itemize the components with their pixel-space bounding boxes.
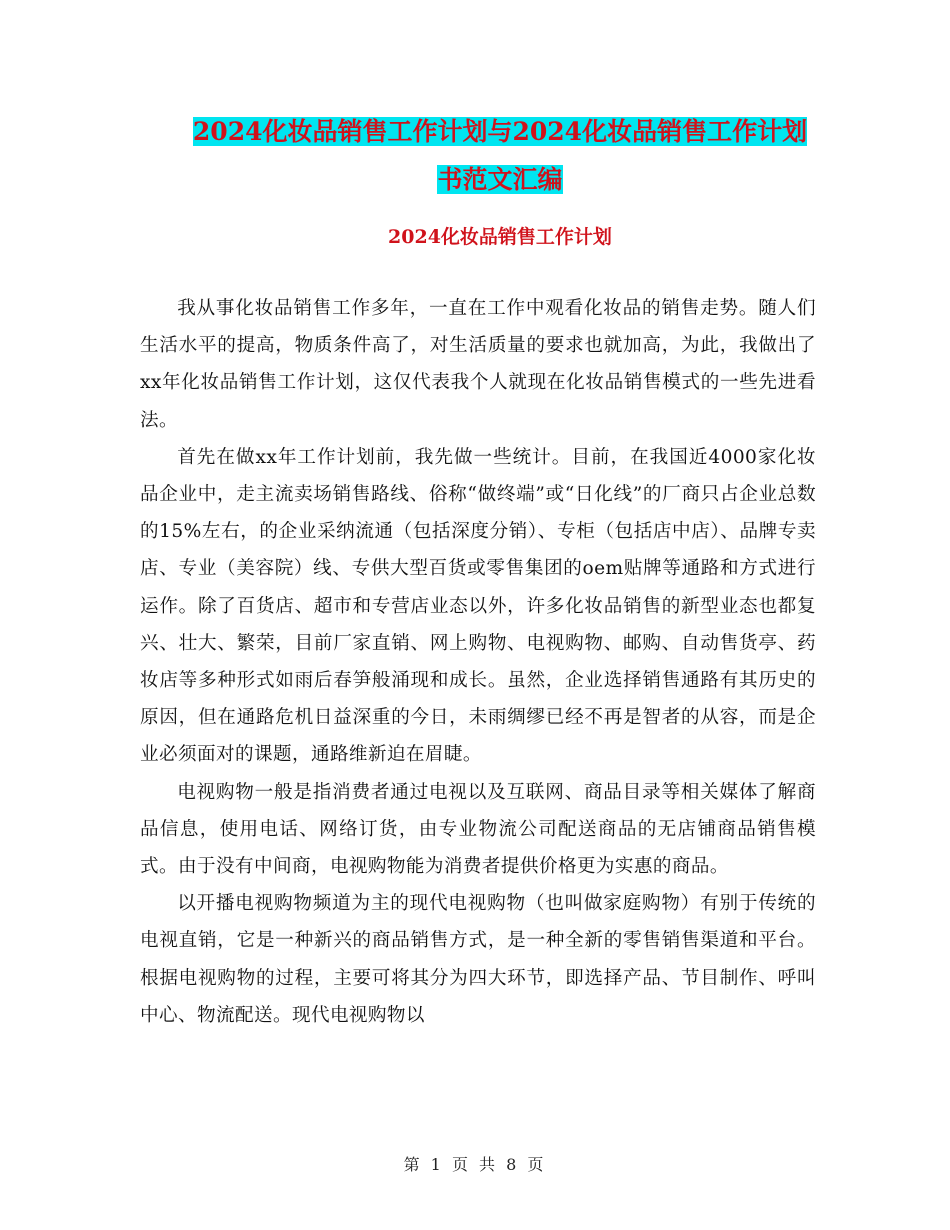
- document-title-line-2: 书范文汇编: [437, 165, 563, 194]
- paragraph: 首先在做xx年工作计划前，我先做一些统计。目前，在我国近4000家化妆品企业中，走主流卖场销售路线、俗称“做终端”或“日化线”的厂商只占企业总数的15%左右，的企业采纳流通（包括深度分销）、专柜（包括店中店）、品牌专卖店、专业（美容院）线、专供大型百货或零售集团的oem贴牌等通路和方式进行运作。除了百货店、超市和专营店业态以外，许多化妆品销售的新型业态也都复兴、壮大、繁荣，目前厂家直销、网上购物、电视购物、邮购、自动售货亭、药妆店等多种形式如雨后春笋般涌现和成长。虽然，企业选择销售通路有其历史的原因，但在通路危机日益深重的今日，未雨绸缪已经不再是智者的从容，而是企业必须面对的课题，通路维新迫在眉睫。: [140, 446, 816, 766]
- document-title-line-1: 2024化妆品销售工作计划与2024化妆品销售工作计划: [192, 117, 808, 146]
- document-body: [140, 290, 816, 1034]
- paragraph: 以开播电视购物频道为主的现代电视购物（也叫做家庭购物）有别于传统的电视直销，它是一种新兴的商品销售方式，是一种全新的零售销售渠道和平台。根据电视购物的过程，主要可将其分为四大环节，即选择产品、节目制作、呼叫中心、物流配送。现代电视购物以: [140, 893, 816, 1026]
- section-title: 2024化妆品销售工作计划: [388, 226, 612, 248]
- paragraph: 电视购物一般是指消费者通过电视以及互联网、商品目录等相关媒体了解商品信息，使用电话、网络订货，由专业物流公司配送商品的无店铺商品销售模式。由于没有中间商，电视购物能为消费者提供价格更为实惠的商品。: [140, 781, 816, 878]
- paragraph: 我从事化妆品销售工作多年，一直在工作中观看化妆品的销售走势。随人们生活水平的提高，物质条件高了，对生活质量的要求也就加高，为此，我做出了xx年化妆品销售工作计划，这仅代表我个人就现在化妆品销售模式的一些先进看法。: [140, 298, 816, 431]
- page-footer: 第 1 页 共 8 页: [403, 1155, 547, 1174]
- document-title: [140, 108, 860, 204]
